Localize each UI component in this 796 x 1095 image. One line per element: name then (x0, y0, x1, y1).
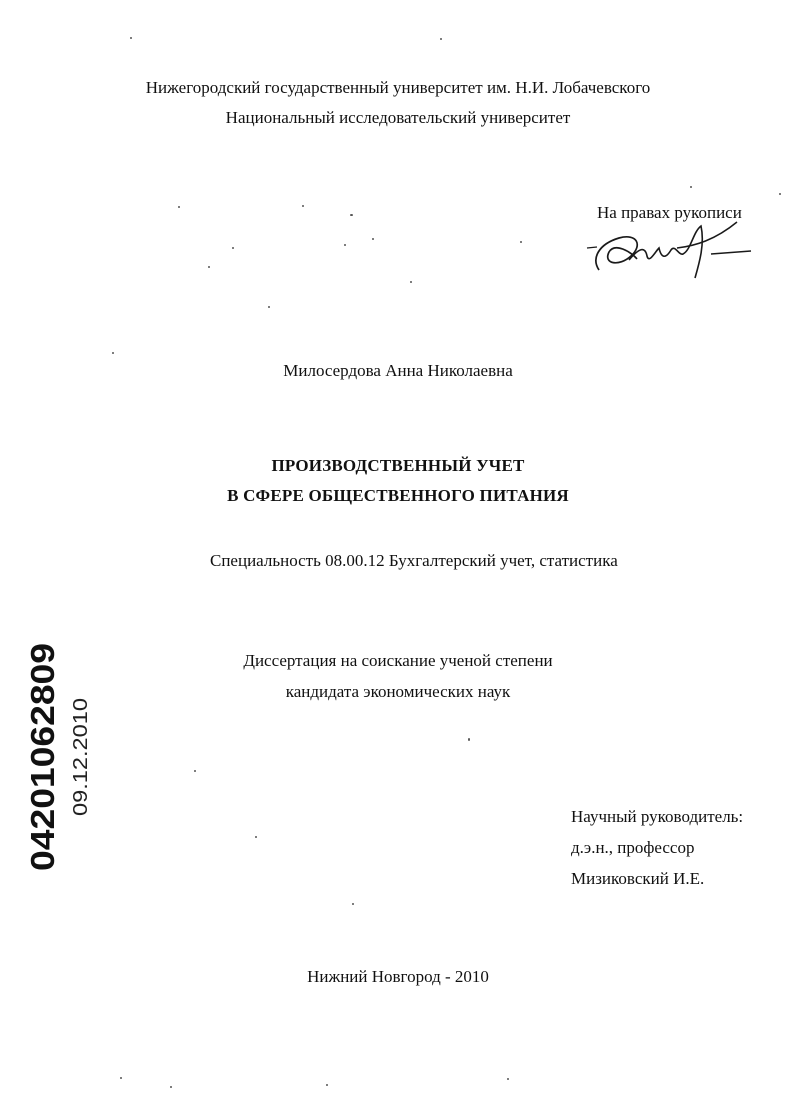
university-status: Национальный исследовательский университет (225, 108, 571, 127)
scan-speck (350, 214, 353, 216)
city-year: Нижний Новгород - 2010 (307, 967, 489, 986)
scan-speck (468, 738, 470, 741)
university-name: Нижегородский государственный университет им. Н.И. Лобачевского (145, 78, 651, 97)
supervisor-degree: д.э.н., профессор (571, 838, 695, 857)
manuscript-note: На правах рукописи (597, 203, 742, 222)
stamp-number: 04201062809 (24, 669, 61, 871)
scan-speck (194, 770, 196, 772)
specialty-line: Специальность 08.00.12 Бухгалтерский учет, статистика (210, 551, 618, 570)
scan-speck (344, 244, 346, 246)
scan-speck (112, 352, 114, 354)
library-stamp (24, 640, 94, 875)
supervisor-name: Мизиковский И.Е. (571, 869, 705, 888)
scan-speck (690, 186, 692, 188)
scan-speck (232, 247, 234, 249)
scan-speck (352, 903, 354, 905)
signature-icon (585, 212, 760, 284)
stamp-date: 09.12.2010 (70, 715, 92, 816)
degree-line-2: кандидата экономических наук (285, 682, 511, 701)
scan-speck (410, 281, 412, 283)
scan-speck (520, 241, 522, 243)
scan-speck (208, 266, 210, 268)
author-name: Милосердова Анна Николаевна (283, 361, 513, 380)
thesis-title-line-2: В СФЕРЕ ОБЩЕСТВЕННОГО ПИТАНИЯ (227, 486, 569, 505)
scan-speck (120, 1077, 122, 1079)
scan-speck (372, 238, 374, 240)
thesis-title-line-1: ПРОИЗВОДСТВЕННЫЙ УЧЕТ (271, 456, 525, 475)
scan-speck (178, 206, 180, 208)
scan-speck (779, 193, 781, 195)
scan-speck (507, 1078, 509, 1080)
scan-speck (302, 205, 304, 207)
scan-speck (326, 1084, 328, 1086)
scan-speck (130, 37, 132, 39)
supervisor-label: Научный руководитель: (571, 807, 744, 826)
degree-line-1: Диссертация на соискание ученой степени (243, 651, 553, 670)
scan-speck (255, 836, 257, 838)
scan-speck (268, 306, 270, 308)
scan-speck (170, 1086, 172, 1088)
scan-speck (440, 38, 442, 40)
